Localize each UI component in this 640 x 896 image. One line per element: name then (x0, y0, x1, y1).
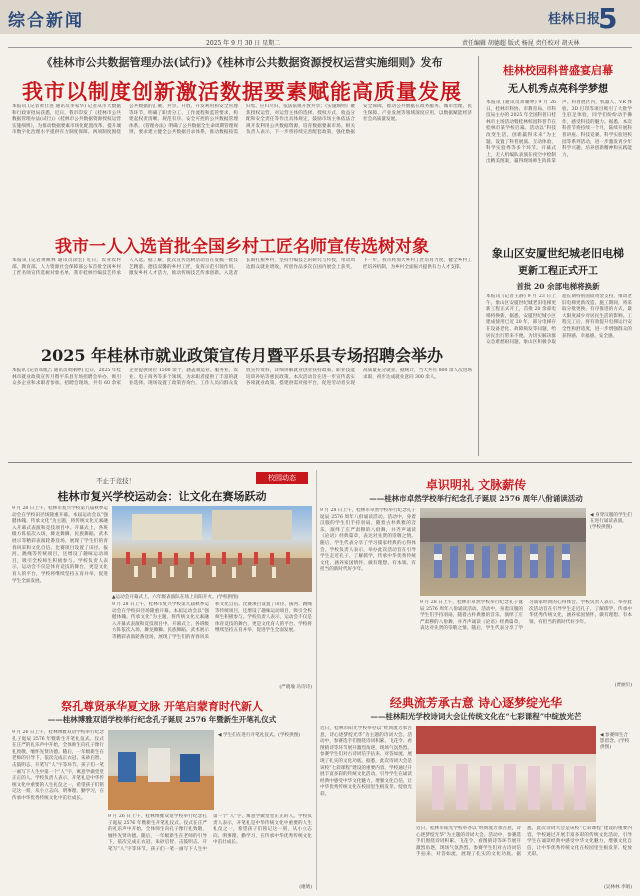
school4-photo-caption: ◀ 参赛师生合影留念。(学校供图) (600, 733, 630, 750)
school1-photo-caption: ▲运动会开幕式上，六年级表演队在场上向阳开火。(学校供图) (112, 595, 239, 600)
school1-body-right: 9 月 28 日上午，桂林市复兴学校第九届秋季运动会在学校田径场隆重开幕。本届运动会以“强健体魄、传承文化”为主题，将传统文化元素融入开幕式表演和竞技项目中。开幕式上，各班级方阵依次入场，舞龙舞狮、民族舞蹈、武术展示等精彩表演轮番登场，展现了学生们的青春风采和文化自信。比赛项目设置了田径、拔河、跳绳等传统项目，还增设了趣味运动项目，吸引全校师生积极参与。学校负责人表示，运动会不仅是体育竞技的舞台，更是文化育人的平台，学校将继续坚持五育并举，促进学生全面发展。 (112, 602, 312, 640)
school4-headline: 经典流芳承古意 诗心逐梦绽光华 (389, 696, 563, 710)
lead-body: 本报讯 (记者黄仕进 通讯员李家华) 记者从市大数据和行政审批局获悉，近日，我市印发了《桂林市公共数据管理办法(试行)》《桂林市公共数据资源授权运营实施细则》，为推动数据要素市场化配置改革、提升城市数字化治理水平提供有力制度保障。两项制度围绕公共数据的汇聚、共享、开放、开发利用和安全管理等环节，明确了职责分工、工作流程和监管要求，构建起权责清晰、规范有序、安全可控的公共数据管理体系。《管理办法》明确了公共数据全生命周期管理规则，要求建立健全公共数据目录体系，推动数据按需归集、应归尽归，依法依规开放共享；《实施细则》聚焦授权运营，对运营主体的选择、授权方式、收益分配和安全责任等作出具体规定，鼓励市场主体依法合规开发利用公共数据资源，培育数据要素市场。相关负责人表示，下一步将持续完善配套政策，强化数据安全保障，推动公共数据在政务服务、城市治理、民生保障、产业发展等领域深度应用，以数据赋能经济社会高质量发展。 (12, 104, 472, 136)
bottom-column-divider (316, 470, 317, 890)
school3-credit: (谢婧) (299, 885, 312, 890)
school3-photo-caption: ◀ 学生们在进行开笔礼仪式。(学校供图) (218, 733, 301, 738)
right1-subheadline: 无人机秀点亮科学梦想 (508, 84, 608, 95)
poetry-contest-photo (416, 726, 596, 822)
right2-body: 本报讯 (记者王静) 9 月 23 日上午，象山区安厦世纪城老旧电梯更新工程正式开工，首批 20 余部电梯将换新。据悉，安厦世纪城小区建成使用已近 20 年，部分电梯存在设备老化、故障频发等问题，给居民出行带来不便。为切实解决群众急难愁盼问题，象山区积极争取超长期特别国债资金支持，推动老旧电梯更新改造。施工期间，将采取分批更换、有序推进的方式，最大限度减少对居民生活的影响。工程完工后，将有效提升电梯运行安全性和舒适度，进一步增强群众的获得感、幸福感、安全感。 (486, 294, 632, 346)
masthead-bar (0, 0, 640, 34)
school2-photo-caption: ◀ 身穿汉服的学生们在进行诵读表演。(学校供图) (590, 513, 632, 530)
school1-kicker: 不止于竞技！ (96, 477, 135, 485)
column-divider (478, 56, 479, 456)
school2-headline: 卓识明礼 文脉薪传 (425, 478, 527, 492)
story3-body: 本报讯 (记者邓胤吉 通讯员黄丽婷) 近日，2025 年桂林市就业政策宣传月暨平乐县专场招聘会举办，吸引众多企业和求职者参加。招聘会现场，共有 60 余家企业提供岗位 1500 余个，涵盖制造业、服务业、农业、电子商务等多个领域，为求职者提供了丰富的就业选择。现场设置了政策咨询台，工作人员向群众发放宣传资料，详细讲解就业创业扶持政策、职业技能培训补贴等惠民政策。本次活动旨在进一步宣传落实各项就业政策，搭建供需对接平台，促进劳动者实现高质量充分就业。据统计，当天共有 800 余人次进场求职，初步达成就业意向 300 余人。 (12, 368, 472, 387)
school4-credit: (吴林林 李娟) (603, 885, 632, 890)
story2-body: 本报讯 (记者黄映林 通讯员徐宏) 近日，农业农村部、教育部、人力资源社会保障部公布首批全国乡村工匠名师宣传选树对象名单，我市桂林竹编技艺传承人入选。据了解，此次宣传选树活动旨在发掘一批技艺精湛、德技双馨的乡村工匠，发挥示范引领作用，激发乡村人才活力，推动传统技艺传承创新。入选者长期扎根乡村，坚持竹编技艺的研究与传授，带动周边群众就业增收，所创作品多次在国内展会上获奖。下一步，我市将加大乡村工匠培育力度，健全乡村工匠培养机制，为乡村全面振兴提供有力人才支撑。 (12, 258, 472, 277)
writing-ceremony-illustration (108, 730, 214, 810)
school1-credit: (严晓瑜 冯诗诗) (279, 685, 312, 690)
school3-body-left: 9 月 26 日上午，桂林博雅双语学校举行纪念孔子诞辰 2576 年暨新生开笔礼仪式。仪式在庄严的礼乐声中开始，全体师生向孔子像行礼致敬，缅怀先贤功德。随后，一年级新生在老师的引导下，依次完成正衣冠、朱砂启智、击鼓明志、开笔写“人”字等环节。孩子们一笔一画写下人生中第一个“人”字，寓意学做堂堂正正的人。学校负责人表示，开笔礼是中华传统文化中重要的人生礼仪之一，希望孩子们铭记这一刻，从小立志向、明事理、勤学习，在传承中华优秀传统文化中茁壮成长。 (12, 730, 104, 801)
sports-meet-photo (112, 506, 312, 592)
newspaper-logo: 桂林日报 (548, 12, 601, 27)
poetry-contest-illustration (416, 726, 596, 822)
school3-headline: 祭孔尊贤承华夏文脉 开笔启蒙育时代新人 (61, 700, 263, 713)
right2-deck: 首批 20 余部电梯将换新 (516, 282, 600, 291)
school2-body-right: 9 月 28 日上午，桂林市卓然学校举行纪念孔子诞辰 2576 周年八佾诵读活动。活动中，身着汉服的学生们手持羽扇，随着古朴典雅的音乐，演绎了庄严肃穆的八佾舞，并齐声诵读《论语》经典篇章，表达对先贤的崇敬之情。随后，学生代表分享了学习儒家经典的心得体会。学校负责人表示，举办此次活动旨在引导学生走近孔子、了解儒学，传承中华优秀传统文化，涵养家国情怀，做有理想、有本领、有担当的新时代好少年。 (420, 600, 632, 632)
sports-meet-illustration (112, 506, 312, 592)
lead-subtitle: 《桂林市公共数据管理办法(试行)》《桂林市公共数据资源授权运营实施细则》发布 (41, 56, 443, 69)
recitation-photo (420, 508, 586, 596)
section-divider (8, 462, 632, 463)
school1-headline: 桂林市复兴学校运动会：让文化在赛场跃动 (57, 490, 267, 503)
right1-body: 本报讯 (通讯员蒋璐婷) 9 月 26 日，桂林市科协、市教育局、市科技局主办的 2025 年全国科普日桂林市主场活动暨桂林校园科普节在桂林市某学校启幕。活动以“科技改变生活，创新赢得未来”为主题，设置了科普展演、互动体验、科学实验秀等多个环节。开幕式上，无人机编队表演在夜空中绘制出精美图案，赢得现场师生阵阵掌声。科普展区内，机器人、VR 体验、3D 打印等项目吸引了大批学生驻足体验，同学们纷纷动手操作，感受科技的魅力。据悉，本次科普节将持续一个月，陆续开展科普讲座、科技竞赛、科学实验进校园等系列活动，进一步激发青少年科学兴趣，培养创新精神和实践能力。 (486, 100, 632, 165)
school2-body-left: 9 月 28 日上午，桂林市卓然学校举行纪念孔子诞辰 2576 周年八佾诵读活动。活动中，身着汉服的学生们手持羽扇，随着古朴典雅的音乐，演绎了庄严肃穆的八佾舞，并齐声诵读《论语》经典篇章，表达对先贤的崇敬之情。随后，学生代表分享了学习儒家经典的心得体会。学校负责人表示，举办此次活动旨在引导学生走近孔子、了解儒学，传承中华优秀传统文化，涵养家国情怀，做有理想、有本领、有担当的新时代好少年。 (320, 508, 416, 573)
section-title: 综合新闻 (8, 11, 84, 31)
issue-date: 2025 年 9 月 30 日 星期二 (206, 40, 281, 47)
school4-subheadline: ——桂林阳光学校诗词大会让传统文化在“七彩课程”中绽放光芒 (370, 712, 582, 721)
writing-ceremony-photo (108, 730, 214, 810)
right2-subheadline: 更新工程正式开工 (518, 266, 598, 277)
page-number: 5 (598, 2, 618, 35)
header-divider (8, 47, 632, 48)
recitation-illustration (420, 508, 586, 596)
story3-headline: 2025 年桂林市就业政策宣传月暨平乐县专场招聘会举办 (40, 346, 444, 365)
lead-headline: 我市以制度创新激活数据要素赋能高质量发展 (22, 79, 462, 104)
story2-headline: 我市一人入选首批全国乡村工匠名师宣传选树对象 (55, 237, 429, 257)
right2-headline: 象山区安厦世纪城老旧电梯 (492, 247, 624, 260)
school4-body-left: 近日，桂林市阳光学校举办以“经典流芳承古意，诗心逐梦绽光华”为主题的诗词大会。活动中，参赛选手们围绕诗词积累、飞花令、看图猜诗等环节展开激烈角逐，现场气氛热烈。参赛学生们对古诗词信手拈来、对答如流，展现了扎实的文化功底。据悉，此次诗词大会是该校“七彩课程”建设的重要内容，学校通过开展丰富多彩的传统文化活动，引导学生在诵读经典中感受中华文化魅力，增强文化自信，让中华优秀传统文化在校园里生根发芽、绽放光彩。 (320, 726, 412, 797)
school2-credit: (贾丽贝) (614, 683, 632, 688)
campus-news-badge: 校园动态 (256, 472, 308, 484)
school1-body-left: 9 月 28 日上午，桂林市复兴学校第九届秋季运动会在学校田径场隆重开幕。本届运动会以“强健体魄、传承文化”为主题，将传统文化元素融入开幕式表演和竞技项目中。开幕式上，各班级方阵依次入场，舞龙舞狮、民族舞蹈、武术展示等精彩表演轮番登场，展现了学生们的青春风采和文化自信。比赛项目设置了田径、拔河、跳绳等传统项目，还增设了趣味运动项目，吸引全校师生积极参与。学校负责人表示，运动会不仅是体育竞技的舞台，更是文化育人的平台，学校将继续坚持五育并举，促进学生全面发展。 (12, 506, 108, 584)
right1-headline: 桂林校园科普盛宴启幕 (503, 64, 613, 77)
school2-subheadline: ——桂林市卓然学校举行纪念孔子诞辰 2576 周年八佾诵读活动 (369, 494, 583, 503)
school3-body-right: 9 月 26 日上午，桂林博雅双语学校举行纪念孔子诞辰 2576 年暨新生开笔礼仪式。仪式在庄严的礼乐声中开始，全体师生向孔子像行礼致敬，缅怀先贤功德。随后，一年级新生在老师的引导下，依次完成正衣冠、朱砂启智、击鼓明志、开笔写“人”字等环节。孩子们一笔一画写下人生中第一个“人”字，寓意学做堂堂正正的人。学校负责人表示，开笔礼是中华传统文化中重要的人生礼仪之一，希望孩子们铭记这一刻，从小立志向、明事理、勤学习，在传承中华优秀传统文化中茁壮成长。 (108, 814, 312, 852)
school3-subheadline: ——桂林博雅双语学校举行纪念孔子诞辰 2576 年暨新生开笔礼仪式 (47, 715, 277, 724)
editor-credits: 责任编辑 胡德超 版式 杨昆 责任校对 胡天林 (462, 40, 580, 47)
school4-body-right: 近日，桂林市阳光学校举办以“经典流芳承古意，诗心逐梦绽光华”为主题的诗词大会。活动中，参赛选手们围绕诗词积累、飞花令、看图猜诗等环节展开激烈角逐，现场气氛热烈。参赛学生们对古诗词信手拈来、对答如流，展现了扎实的文化功底。据悉，此次诗词大会是该校“七彩课程”建设的重要内容，学校通过开展丰富多彩的传统文化活动，引导学生在诵读经典中感受中华文化魅力，增强文化自信，让中华优秀传统文化在校园里生根发芽、绽放光彩。 (416, 826, 632, 858)
